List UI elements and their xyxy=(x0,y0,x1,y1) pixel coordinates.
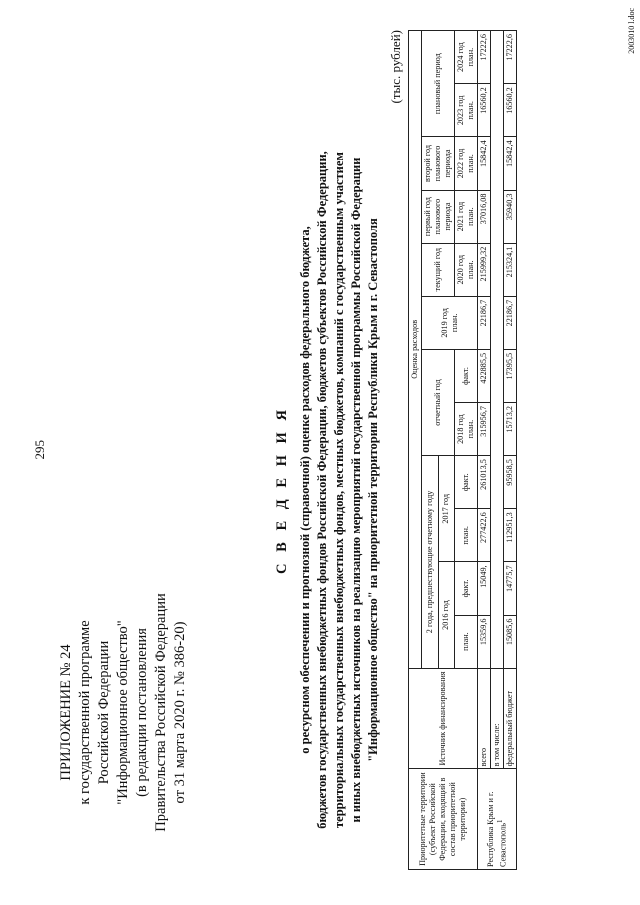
page-number: 295 xyxy=(32,440,47,460)
value-cell: 261013,5 xyxy=(478,456,491,509)
header-year-2016: 2016 год xyxy=(438,562,455,668)
header-territory: Приоритетные территории (субъект Российской Федерации, входящий в состав приоритетной территории) xyxy=(409,769,478,870)
value-cell: 22186,7 xyxy=(504,296,517,349)
value-cell: 215324,1 xyxy=(504,243,517,296)
header-two-years-prior: 2 года, предшествующие отчетному году xyxy=(422,456,439,669)
header-plan-2018: 2018 год план. xyxy=(455,403,478,456)
header-2020-plan: 2020 год план. xyxy=(455,243,478,296)
value-cell: 95958,5 xyxy=(504,456,517,509)
header-reporting-year: отчетный год xyxy=(422,349,455,455)
header-first-plan-year: первый год планового периода xyxy=(422,190,455,243)
value-cell: 112951,3 xyxy=(504,509,517,562)
header-fact: факт. xyxy=(455,456,478,509)
expenses-table xyxy=(408,30,628,870)
appendix-line: (в редакции постановления xyxy=(134,628,150,797)
value-cell: 315956,7 xyxy=(478,403,491,456)
source-cell: федеральный бюджет xyxy=(504,668,517,769)
header-2021-plan: 2021 год план. xyxy=(455,190,478,243)
value-cell: 422885,5 xyxy=(478,349,491,402)
title-line: территориальных государственных внебюджетных фондов, местных бюджетов, компаний с государственным участием xyxy=(332,152,346,828)
appendix-line: от 31 марта 2020 г. № 386-20) xyxy=(172,621,188,804)
source-cell: всего xyxy=(478,668,491,769)
document-title xyxy=(274,130,382,850)
value-cell: 15713,2 xyxy=(504,403,517,456)
appendix-line: Правительства Российской Федерации xyxy=(153,593,169,832)
value-cell: 15359,6 xyxy=(478,615,491,668)
table-row xyxy=(491,31,504,870)
value-cell: 15049, xyxy=(478,562,491,615)
header-estimate: Оценка расходов xyxy=(409,31,422,669)
value-cell: 17395,5 xyxy=(504,349,517,402)
appendix-line: Российской Федерации xyxy=(96,640,112,785)
value-cell: 215999,32 xyxy=(478,243,491,296)
value-cell: 15085,6 xyxy=(504,615,517,668)
source-cell: в том числе: xyxy=(491,668,504,769)
value-cell: 35940,3 xyxy=(504,190,517,243)
title-line: о ресурсном обеспечении и прогнозной (справочной) оценке расходов федерального бюджета, xyxy=(298,226,312,754)
header-source: Источник финансирования xyxy=(409,668,478,769)
header-plan: план. xyxy=(455,509,478,562)
footer-filename: 2003010 l.doc xyxy=(627,8,636,54)
header-fact: факт. xyxy=(455,562,478,615)
title-line: и иных внебюджетных источников на реализацию мероприятий государственной программы Российской Федерации xyxy=(349,157,363,823)
header-year-2017: 2017 год xyxy=(438,456,455,562)
appendix-block xyxy=(57,545,190,880)
header-2024-plan: 2024 год план. xyxy=(455,31,478,84)
value-cell: 15842,4 xyxy=(504,137,517,190)
header-plan: план. xyxy=(455,615,478,668)
header-current-year: текущий год xyxy=(422,243,455,296)
title-line: бюджетов государственных внебюджетных фондов Российской Федерации, бюджетов субъектов Российской Федерации, xyxy=(315,151,329,829)
appendix-line: ПРИЛОЖЕНИЕ № 24 xyxy=(58,644,74,781)
table-row xyxy=(504,31,517,870)
table-row xyxy=(478,31,491,870)
value-cell: 14775,7 xyxy=(504,562,517,615)
empty-cell xyxy=(491,31,504,669)
value-cell: 22186,7 xyxy=(478,296,491,349)
header-second-plan-year: второй год планового периода xyxy=(422,137,455,190)
value-cell: 16560,2 xyxy=(504,84,517,137)
header-plan-period: плановый период xyxy=(422,31,455,137)
value-cell: 17222,6 xyxy=(504,31,517,84)
header-2023-plan: 2023 год план. xyxy=(455,84,478,137)
value-cell: 17222,6 xyxy=(478,31,491,84)
value-cell: 37016,08 xyxy=(478,190,491,243)
value-cell: 277422,6 xyxy=(478,509,491,562)
table-body xyxy=(478,31,517,870)
appendix-line: к государственной программе xyxy=(77,620,93,805)
units-label: (тыс. рублей) xyxy=(388,30,403,104)
header-fact: факт. xyxy=(455,349,478,402)
appendix-line: "Информационное общество" xyxy=(115,620,131,805)
title-heading: С В Е Д Е Н И Я xyxy=(274,406,290,574)
title-line: "Информационное общество" на приоритетной территории Республики Крым и г. Севастополя xyxy=(366,218,380,762)
header-2022-plan: 2022 год план. xyxy=(455,137,478,190)
territory-cell: Республика Крым и г. Севастополь$^1$ xyxy=(478,769,517,870)
value-cell: 16560,2 xyxy=(478,84,491,137)
value-cell: 15842,4 xyxy=(478,137,491,190)
header-year-2019: 2019 год план. xyxy=(422,296,478,349)
